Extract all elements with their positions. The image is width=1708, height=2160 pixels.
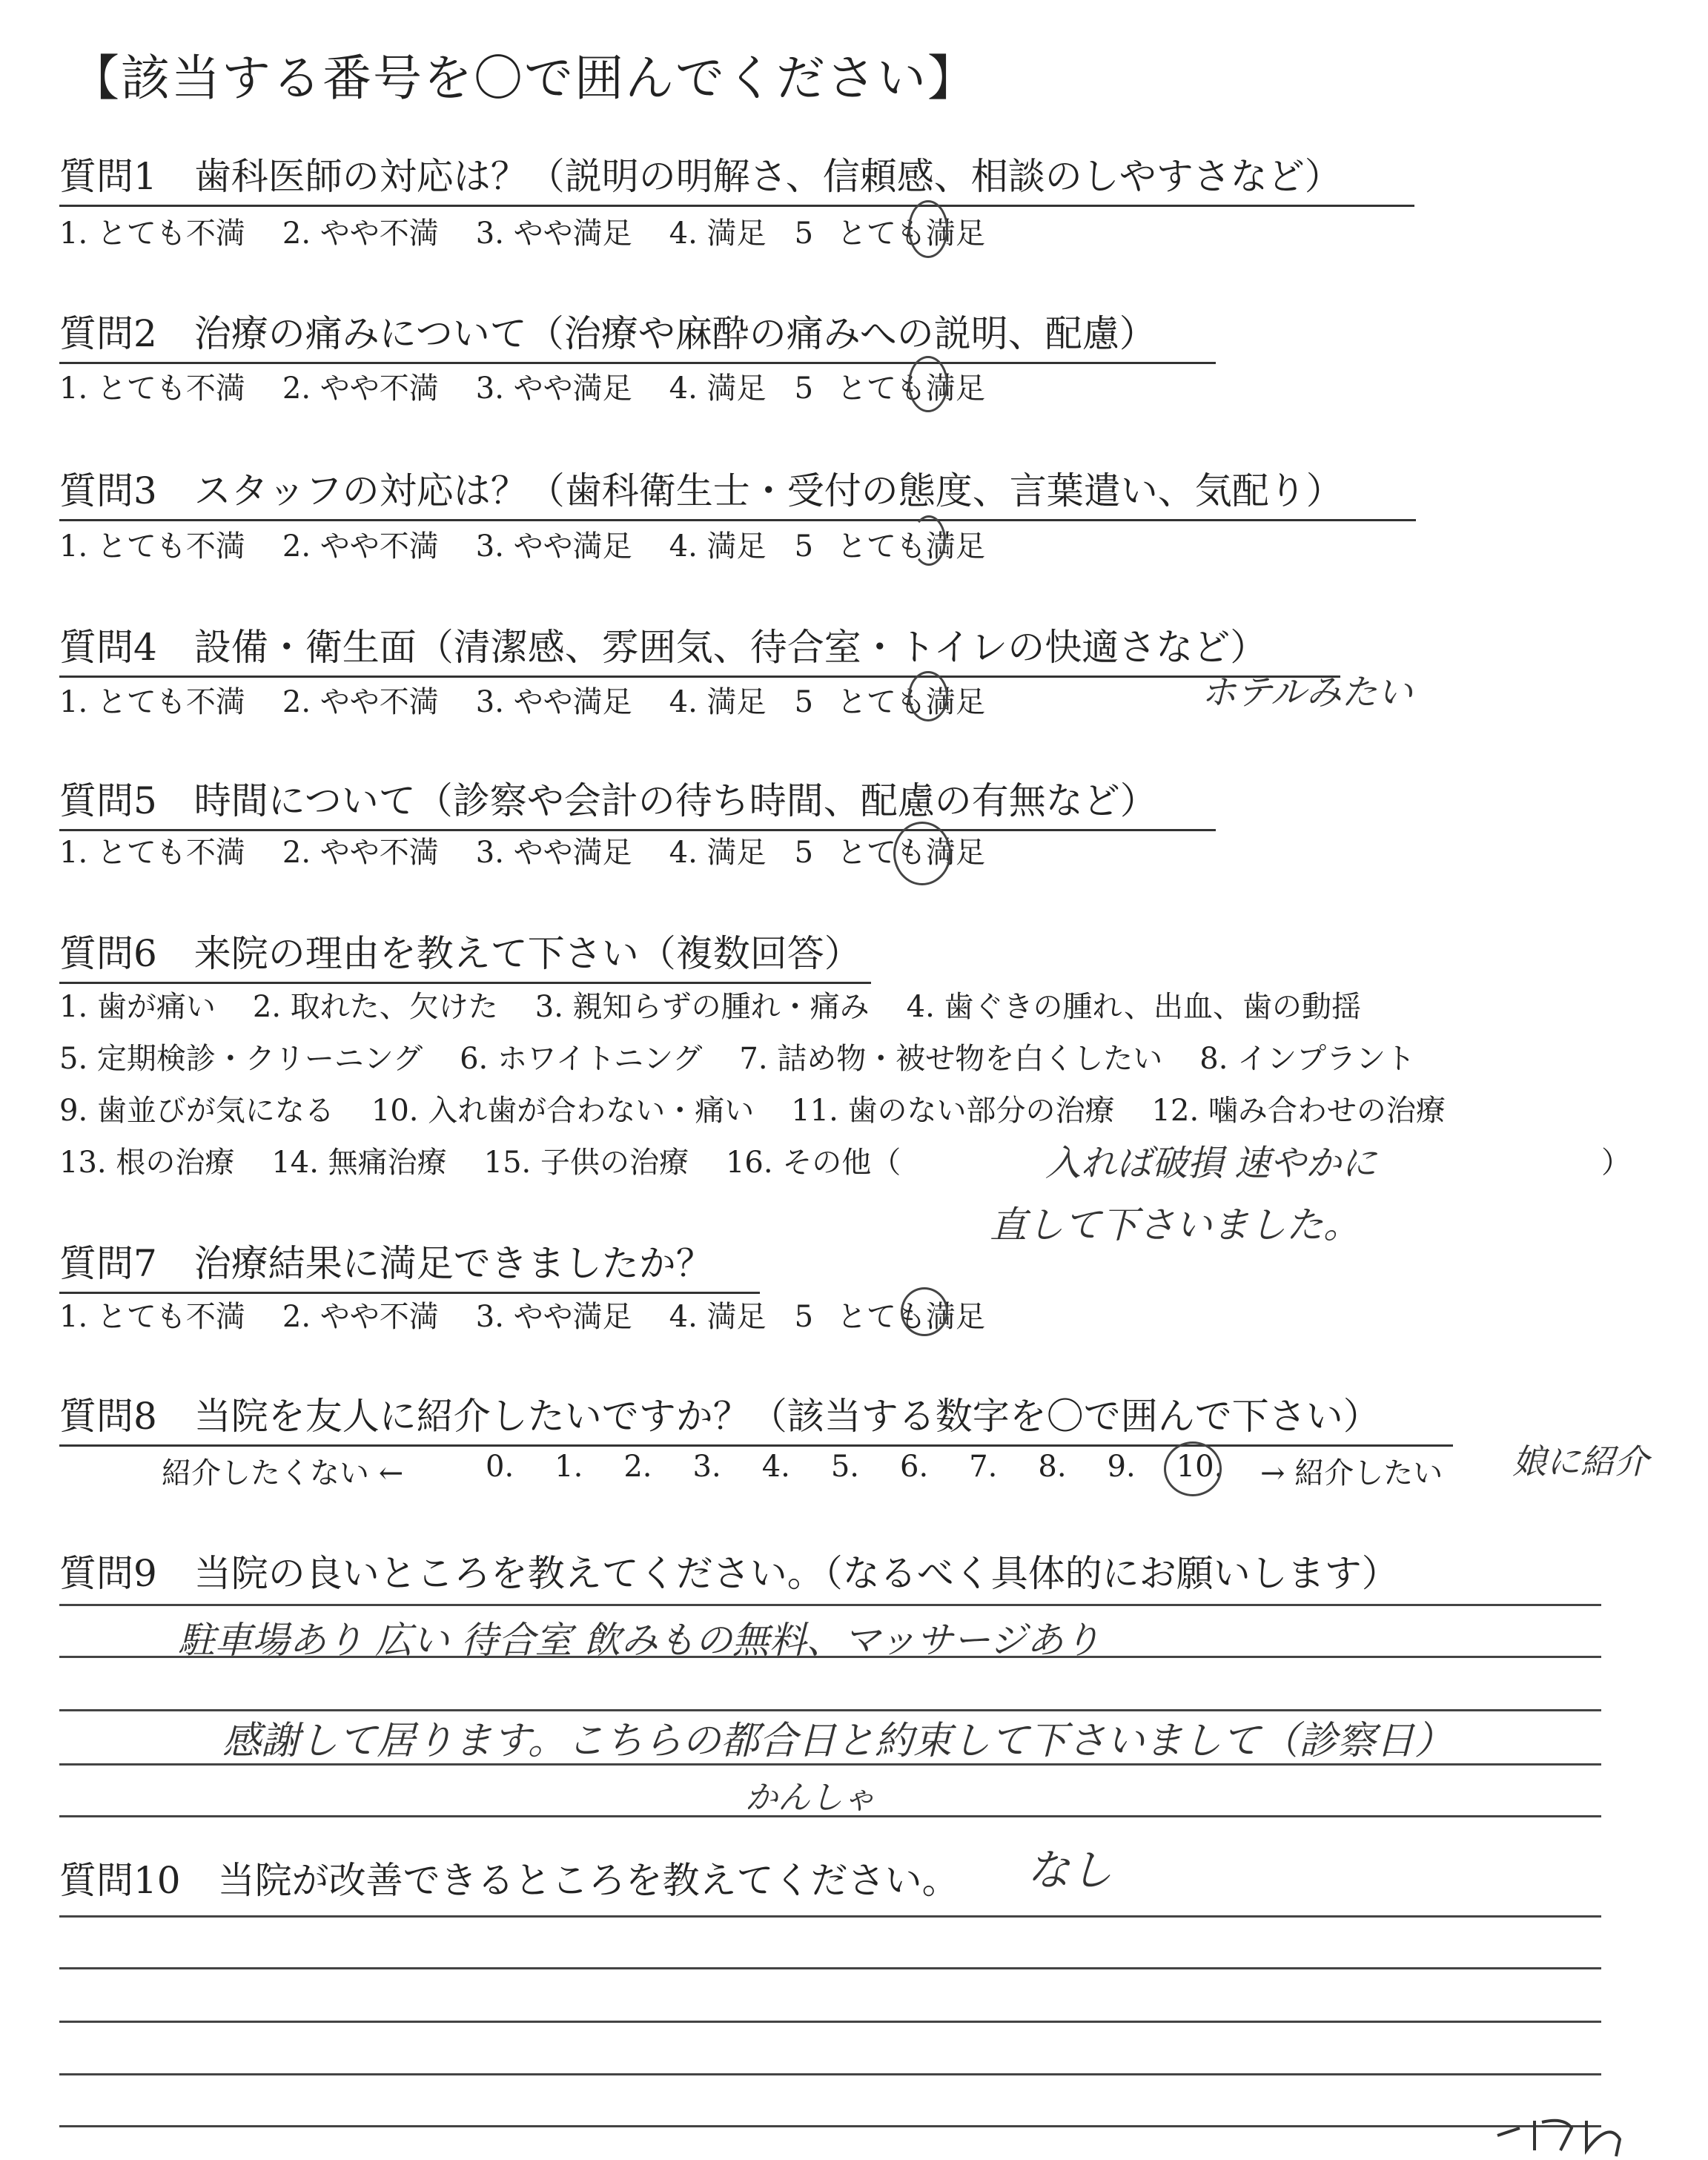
option-1[interactable]: 1. とても不満 — [59, 1300, 245, 1334]
option-4[interactable]: 4. 満足 — [669, 685, 767, 719]
reason-option[interactable]: 1. 歯が痛い — [59, 990, 216, 1024]
question-8-title: 質問8 当院を友人に紹介したいですか？（該当する数字を〇で囲んで下さい） — [59, 1387, 1453, 1447]
answer-circle — [901, 1287, 948, 1336]
option-4[interactable]: 4. 満足 — [669, 217, 767, 251]
answer-circle — [912, 515, 946, 566]
handwritten-scribble-icon — [1490, 2106, 1638, 2158]
reason-option[interactable]: 10. 入れ歯が合わない・痛い — [371, 1094, 755, 1128]
question-7-options[interactable] — [59, 1293, 985, 1335]
recommend-number[interactable]: 0. — [486, 1450, 514, 1484]
reasons-row-3[interactable] — [59, 1087, 1446, 1129]
option-5[interactable]: 5 — [794, 217, 814, 251]
question-5-options[interactable] — [59, 829, 985, 871]
reason-option[interactable]: 12. 噛み合わせの治療 — [1151, 1094, 1446, 1128]
answer-circle — [1164, 1441, 1222, 1496]
recommend-number[interactable]: 10. — [1176, 1450, 1224, 1484]
handwritten-answer-line-1: 駐車場あり 広い 待合室 飲みもの無料、マッサージあり — [178, 1619, 1101, 1662]
option-1[interactable]: 1. とても不満 — [59, 217, 245, 251]
option-4[interactable]: 4. 満足 — [669, 529, 767, 564]
answer-line — [59, 2021, 1601, 2023]
handwritten-note: ホテルみたい — [1201, 672, 1413, 713]
option-5[interactable]: 5 — [794, 371, 814, 406]
reason-option[interactable]: 8. インプラント — [1199, 1042, 1416, 1076]
reason-option[interactable]: 13. 根の治療 — [59, 1146, 235, 1180]
handwritten-note: 娘に紹介 — [1512, 1441, 1649, 1482]
answer-line — [59, 1967, 1601, 1969]
question-3-title: 質問3 スタッフの対応は？（歯科衛生士・受付の態度、言葉遣い、気配り） — [59, 461, 1416, 521]
reason-option[interactable]: 5. 定期検診・クリーニング — [59, 1042, 423, 1076]
recommend-number[interactable]: 8. — [1038, 1450, 1067, 1484]
question-1-title: 質問1 歯科医師の対応は？（説明の明解さ、信頼感、相談のしやすさなど） — [59, 147, 1414, 207]
reason-option[interactable]: 11. 歯のない部分の治療 — [791, 1094, 1115, 1128]
option-1[interactable]: 1. とても不満 — [59, 529, 245, 564]
other-close-paren: ） — [1601, 1146, 1631, 1180]
option-2[interactable]: 2. やや不満 — [282, 217, 439, 251]
handwritten-answer-line-2: 感謝して居ります。こちらの都合日と約束して下さいまして（診察日） — [222, 1719, 1453, 1763]
option-5[interactable]: 5 — [794, 685, 814, 719]
option-5-label: とても満足 — [837, 1300, 986, 1334]
recommend-right-label: → 紹介したい — [1260, 1456, 1443, 1490]
reasons-row-4[interactable] — [59, 1139, 901, 1181]
recommend-scale[interactable] — [486, 1450, 1223, 1484]
reason-option[interactable]: 14. 無痛治療 — [271, 1146, 447, 1180]
option-2[interactable]: 2. やや不満 — [282, 685, 439, 719]
reason-option[interactable]: 9. 歯並びが気になる — [59, 1094, 334, 1128]
option-3[interactable]: 3. やや満足 — [475, 836, 632, 870]
option-3[interactable]: 3. やや満足 — [475, 371, 632, 406]
option-2[interactable]: 2. やや不満 — [282, 371, 439, 406]
option-2[interactable]: 2. やや不満 — [282, 836, 439, 870]
option-5[interactable]: 5 — [794, 529, 814, 564]
option-4[interactable]: 4. 満足 — [669, 836, 767, 870]
option-2[interactable]: 2. やや不満 — [282, 1300, 439, 1334]
answer-circle — [908, 356, 948, 412]
answer-circle — [908, 671, 948, 721]
answer-circle — [893, 822, 951, 885]
recommend-number[interactable]: 9. — [1107, 1450, 1136, 1484]
reason-option[interactable]: 7. 詰め物・被せ物を白くしたい — [739, 1042, 1163, 1076]
option-3[interactable]: 3. やや満足 — [475, 1300, 632, 1334]
option-3[interactable]: 3. やや満足 — [475, 217, 632, 251]
reason-option[interactable]: 16. その他（ — [725, 1146, 901, 1180]
answer-circle — [908, 200, 948, 258]
option-5-label: とても満足 — [837, 217, 986, 251]
handwritten-answer: なし — [1027, 1845, 1113, 1895]
answer-line — [59, 1604, 1601, 1606]
question-4-title: 質問4 設備・衛生面（清潔感、雰囲気、待合室・トイレの快適さなど） — [59, 618, 1340, 678]
option-1[interactable]: 1. とても不満 — [59, 371, 245, 406]
question-4-options[interactable] — [59, 678, 985, 721]
reason-option[interactable]: 15. 子供の治療 — [483, 1146, 689, 1180]
option-4[interactable]: 4. 満足 — [669, 1300, 767, 1334]
reason-option[interactable]: 2. 取れた、欠けた — [252, 990, 498, 1024]
question-10-title: 質問10 当院が改善できるところを教えてください。 — [59, 1859, 959, 1902]
option-5-label: とても満足 — [837, 371, 986, 406]
reason-option[interactable]: 3. 親知らずの腫れ・痛み — [534, 990, 870, 1024]
handwritten-other-line-2: 直して下さいました。 — [990, 1203, 1360, 1246]
question-7-title: 質問7 治療結果に満足できましたか？ — [59, 1234, 760, 1294]
option-3[interactable]: 3. やや満足 — [475, 685, 632, 719]
question-9-title: 質問9 当院の良いところを教えてください。（なるべく具体的にお願いします） — [59, 1552, 1399, 1595]
reasons-row-2[interactable] — [59, 1035, 1415, 1077]
recommend-number[interactable]: 3. — [692, 1450, 721, 1484]
question-3-options[interactable] — [59, 523, 985, 565]
handwritten-answer-line-3: かんしゃ — [745, 1779, 875, 1817]
option-5-label: とても満足 — [837, 836, 986, 870]
question-5-title: 質問5 時間について（診察や会計の待ち時間、配慮の有無など） — [59, 771, 1216, 831]
option-1[interactable]: 1. とても不満 — [59, 685, 245, 719]
option-1[interactable]: 1. とても不満 — [59, 836, 245, 870]
option-3[interactable]: 3. やや満足 — [475, 529, 632, 564]
answer-line — [59, 1915, 1601, 1918]
recommend-number[interactable]: 7. — [969, 1450, 998, 1484]
option-5-label: とても満足 — [837, 529, 986, 564]
answer-line — [59, 2073, 1601, 2075]
recommend-number[interactable]: 4. — [761, 1450, 790, 1484]
form-header: 【該当する番号を〇で囲んでください】 — [70, 50, 978, 107]
reason-option[interactable]: 6. ホワイトニング — [460, 1042, 703, 1076]
option-4[interactable]: 4. 満足 — [669, 371, 767, 406]
question-6-title: 質問6 来院の理由を教えて下さい（複数回答） — [59, 924, 871, 984]
handwritten-other-line-1: 入れば破損 速やかに — [1045, 1143, 1377, 1184]
question-1-options[interactable] — [59, 210, 985, 252]
reason-option[interactable]: 4. 歯ぐきの腫れ、出血、歯の動揺 — [906, 990, 1361, 1024]
recommend-number[interactable]: 1. — [555, 1450, 583, 1484]
recommend-left-label: 紹介したくない ← — [162, 1456, 404, 1490]
option-5-label: とても満足 — [837, 685, 986, 719]
option-2[interactable]: 2. やや不満 — [282, 529, 439, 564]
recommend-number[interactable]: 2. — [623, 1450, 652, 1484]
answer-line — [59, 2125, 1601, 2127]
question-2-title: 質問2 治療の痛みについて（治療や麻酔の痛みへの説明、配慮） — [59, 304, 1216, 364]
option-5[interactable]: 5 — [794, 1300, 814, 1334]
question-2-options[interactable] — [59, 365, 985, 407]
recommend-number[interactable]: 5. — [830, 1450, 860, 1484]
reasons-row-1[interactable] — [59, 983, 1361, 1025]
recommend-number[interactable]: 6. — [900, 1450, 929, 1484]
option-5[interactable]: 5 — [794, 836, 814, 870]
